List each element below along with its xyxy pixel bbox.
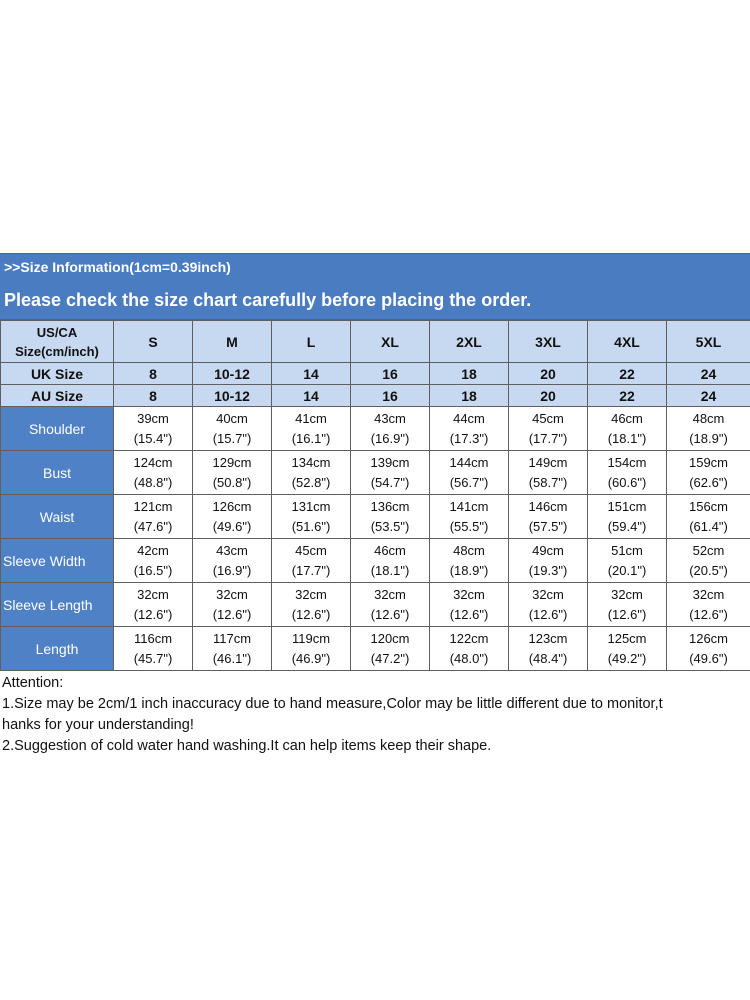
measurement-row	[1, 539, 750, 583]
cm-value: 126cm	[688, 630, 729, 646]
inch-value: (17.7")	[291, 562, 331, 578]
inch-value: (49.6")	[689, 650, 728, 666]
uk-size-value: 10-12	[193, 363, 272, 385]
note-1: 1.Size may be 2cm/1 inch inaccuracy due to hand measure,Color may be little different due to monitor,t	[2, 696, 663, 712]
measurement-cell	[509, 539, 588, 583]
uk-size-label: UK Size	[1, 363, 114, 385]
inch-value: (46.9")	[291, 650, 331, 666]
cm-value: 139cm	[370, 454, 410, 470]
attention-heading: Attention:	[2, 675, 64, 691]
measurement-cell	[193, 627, 272, 671]
measurement-cell	[667, 495, 750, 539]
inch-value: (45.7")	[133, 650, 173, 666]
measurement-cell	[351, 539, 430, 583]
cm-value: 126cm	[212, 498, 252, 514]
inch-value: (48.8")	[133, 474, 173, 490]
au-size-row	[1, 385, 750, 407]
inch-value: (17.3")	[449, 430, 489, 446]
measurement-cell	[509, 627, 588, 671]
measurement-cell	[509, 407, 588, 451]
measurement-cell	[667, 627, 750, 671]
inch-value: (16.9")	[370, 430, 410, 446]
cm-value: 52cm	[692, 542, 725, 558]
cm-value: 122cm	[449, 630, 489, 646]
inch-value: (56.7")	[449, 474, 489, 490]
measurement-cell	[272, 627, 351, 671]
measurement-row	[1, 495, 750, 539]
cm-value: 40cm	[216, 410, 248, 426]
inch-value: (12.6")	[449, 606, 489, 622]
measurement-cell	[193, 495, 272, 539]
cm-value: 41cm	[295, 410, 327, 426]
cm-value: 124cm	[133, 454, 173, 470]
cm-value: 146cm	[528, 498, 568, 514]
inch-value: (47.6")	[133, 518, 173, 534]
inch-value: (12.6")	[370, 606, 410, 622]
inch-value: (16.1")	[291, 430, 331, 446]
inch-value: (62.6")	[689, 474, 728, 490]
measurement-cell	[272, 539, 351, 583]
measurement-cell	[272, 495, 351, 539]
inch-value: (48.4")	[528, 650, 568, 666]
measurement-cell	[351, 451, 430, 495]
measurement-label: Length	[1, 627, 114, 671]
cm-value: 32cm	[374, 586, 406, 602]
inch-value: (49.2")	[607, 650, 647, 666]
cm-value: 44cm	[453, 410, 485, 426]
measurement-row	[1, 627, 750, 671]
uk-size-value: 22	[588, 363, 667, 385]
inch-value: (55.5")	[449, 518, 489, 534]
cm-value: 156cm	[688, 498, 729, 514]
au-size-value: 10-12	[193, 385, 272, 407]
measurement-cell	[509, 451, 588, 495]
corner-header: US/CA Size(cm/inch)	[1, 321, 114, 363]
note-2: 2.Suggestion of cold water hand washing.It can help items keep their shape.	[2, 738, 492, 754]
uk-size-value: 8	[114, 363, 193, 385]
cm-value: 45cm	[295, 542, 327, 558]
inch-value: (18.1")	[607, 430, 647, 446]
measurement-cell	[430, 583, 509, 627]
measurement-cell	[430, 495, 509, 539]
measurement-cell	[114, 627, 193, 671]
inch-value: (18.1")	[370, 562, 410, 578]
measurement-cell	[588, 451, 667, 495]
measurement-row	[1, 407, 750, 451]
measurement-row	[1, 583, 750, 627]
inch-value: (61.4")	[689, 518, 728, 534]
measurement-cell	[588, 407, 667, 451]
cm-value: 116cm	[133, 630, 173, 646]
cm-value: 48cm	[453, 542, 485, 558]
cm-value: 51cm	[611, 542, 643, 558]
cm-value: 32cm	[453, 586, 485, 602]
uk-size-value: 20	[509, 363, 588, 385]
size-table	[0, 320, 750, 671]
cm-value: 43cm	[216, 542, 248, 558]
inch-value: (16.5")	[133, 562, 173, 578]
measurement-cell	[430, 407, 509, 451]
cm-value: 43cm	[374, 410, 406, 426]
measurement-label: Sleeve Length	[1, 583, 114, 627]
inch-value: (12.6")	[133, 606, 173, 622]
inch-value: (12.6")	[291, 606, 331, 622]
measurement-cell	[114, 539, 193, 583]
cm-value: 119cm	[291, 630, 331, 646]
measurement-label: Sleeve Width	[1, 539, 114, 583]
measurement-cell	[588, 583, 667, 627]
measurement-cell	[588, 495, 667, 539]
inch-value: (15.4")	[133, 430, 173, 446]
cm-value: 136cm	[370, 498, 410, 514]
cm-value: 32cm	[216, 586, 248, 602]
cm-value: 123cm	[528, 630, 568, 646]
measurement-cell	[114, 495, 193, 539]
cm-value: 48cm	[692, 410, 725, 426]
inch-value: (16.9")	[212, 562, 252, 578]
size-header: 4XL	[588, 321, 667, 363]
measurement-cell	[667, 407, 750, 451]
inch-value: (20.1")	[607, 562, 647, 578]
inch-value: (46.1")	[212, 650, 252, 666]
measurement-label: Waist	[1, 495, 114, 539]
au-size-value: 8	[114, 385, 193, 407]
cm-value: 117cm	[212, 630, 252, 646]
measurement-cell	[430, 451, 509, 495]
inch-value: (12.6")	[689, 606, 728, 622]
cm-value: 159cm	[688, 454, 729, 470]
measurement-cell	[351, 627, 430, 671]
measurement-cell	[114, 451, 193, 495]
measurement-cell	[430, 627, 509, 671]
cm-value: 32cm	[692, 586, 725, 602]
measurement-cell	[272, 451, 351, 495]
uk-size-row	[1, 363, 750, 385]
cm-value: 46cm	[611, 410, 643, 426]
measurement-cell	[193, 539, 272, 583]
measurement-cell	[588, 539, 667, 583]
measurement-label: Shoulder	[1, 407, 114, 451]
measurement-cell	[351, 583, 430, 627]
cm-value: 151cm	[607, 498, 647, 514]
cm-value: 32cm	[137, 586, 169, 602]
measurement-cell	[193, 583, 272, 627]
au-size-value: 24	[667, 385, 750, 407]
inch-value: (12.6")	[607, 606, 647, 622]
uk-size-value: 24	[667, 363, 750, 385]
cm-value: 39cm	[137, 410, 169, 426]
cm-value: 46cm	[374, 542, 406, 558]
measurement-row	[1, 451, 750, 495]
cm-value: 32cm	[611, 586, 643, 602]
measurement-cell	[272, 583, 351, 627]
inch-value: (17.7")	[528, 430, 568, 446]
size-header: 3XL	[509, 321, 588, 363]
inch-value: (15.7")	[212, 430, 252, 446]
au-size-value: 22	[588, 385, 667, 407]
size-header: S	[114, 321, 193, 363]
cm-value: 149cm	[528, 454, 568, 470]
cm-value: 154cm	[607, 454, 647, 470]
uk-size-value: 14	[272, 363, 351, 385]
inch-value: (12.6")	[212, 606, 252, 622]
measurement-cell	[114, 583, 193, 627]
attention-notes	[0, 671, 750, 757]
cm-value: 125cm	[607, 630, 647, 646]
au-size-value: 16	[351, 385, 430, 407]
measurement-cell	[667, 539, 750, 583]
inch-value: (60.6")	[607, 474, 647, 490]
note-1-continued: hanks for your understanding!	[2, 717, 194, 733]
measurement-cell	[193, 451, 272, 495]
inch-value: (20.5")	[689, 562, 728, 578]
cm-value: 141cm	[449, 498, 489, 514]
measurement-cell	[509, 583, 588, 627]
measurement-cell	[430, 539, 509, 583]
cm-value: 120cm	[370, 630, 410, 646]
cm-value: 131cm	[291, 498, 331, 514]
inch-value: (54.7")	[370, 474, 410, 490]
cm-value: 144cm	[449, 454, 489, 470]
cm-value: 121cm	[133, 498, 173, 514]
inch-value: (18.9")	[689, 430, 728, 446]
inch-value: (53.5")	[370, 518, 410, 534]
measurement-cell	[193, 407, 272, 451]
inch-value: (12.6")	[528, 606, 568, 622]
au-size-value: 18	[430, 385, 509, 407]
inch-value: (59.4")	[607, 518, 647, 534]
inch-value: (57.5")	[528, 518, 568, 534]
measurement-cell	[351, 407, 430, 451]
cm-value: 129cm	[212, 454, 252, 470]
measurement-cell	[351, 495, 430, 539]
measurement-cell	[588, 627, 667, 671]
uk-size-value: 18	[430, 363, 509, 385]
cm-value: 42cm	[137, 542, 169, 558]
inch-value: (48.0")	[449, 650, 489, 666]
au-size-value: 20	[509, 385, 588, 407]
au-size-value: 14	[272, 385, 351, 407]
inch-value: (50.8")	[212, 474, 252, 490]
cm-value: 134cm	[291, 454, 331, 470]
size-chart-instruction: Please check the size chart carefully before placing the order.	[0, 281, 750, 320]
size-chart-sheet	[0, 253, 750, 757]
measurement-cell	[272, 407, 351, 451]
cm-value: 45cm	[532, 410, 564, 426]
us-size-row	[1, 321, 750, 363]
measurement-cell	[114, 407, 193, 451]
inch-value: (49.6")	[212, 518, 252, 534]
inch-value: (18.9")	[449, 562, 489, 578]
inch-value: (47.2")	[370, 650, 410, 666]
size-header: XL	[351, 321, 430, 363]
size-header: 5XL	[667, 321, 750, 363]
uk-size-value: 16	[351, 363, 430, 385]
size-header: M	[193, 321, 272, 363]
measurement-label: Bust	[1, 451, 114, 495]
size-header: L	[272, 321, 351, 363]
size-info-banner: >>Size Information(1cm=0.39inch)	[0, 253, 750, 281]
cm-value: 32cm	[532, 586, 564, 602]
inch-value: (58.7")	[528, 474, 568, 490]
cm-value: 32cm	[295, 586, 327, 602]
measurement-cell	[667, 583, 750, 627]
inch-value: (52.8")	[291, 474, 331, 490]
inch-value: (51.6")	[291, 518, 331, 534]
cm-value: 49cm	[532, 542, 564, 558]
measurement-cell	[509, 495, 588, 539]
size-header: 2XL	[430, 321, 509, 363]
inch-value: (19.3")	[528, 562, 568, 578]
measurement-cell	[667, 451, 750, 495]
au-size-label: AU Size	[1, 385, 114, 407]
